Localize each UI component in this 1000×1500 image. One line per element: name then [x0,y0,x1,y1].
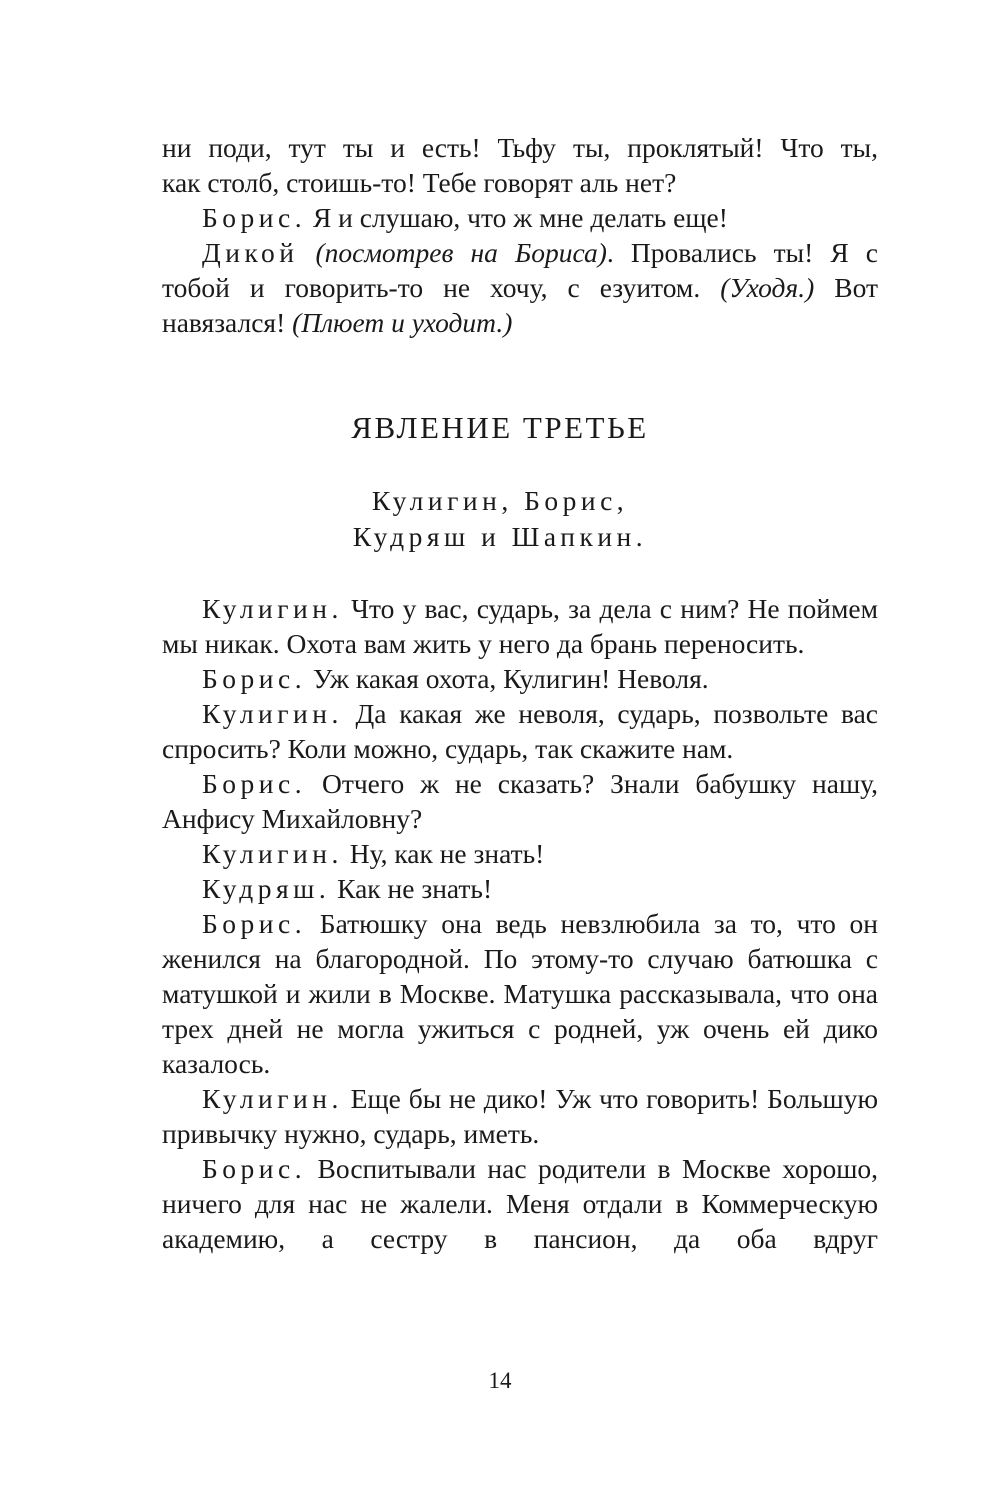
dialogue-text: Как не знать! [330,873,493,904]
dialogue-paragraph [162,696,878,766]
dialogue-text: Ну, как не знать! [342,838,545,869]
page-number: 14 [488,1368,512,1393]
speaker-name: Борис. [202,768,307,799]
dialogue-text: Вот навязался! [162,272,878,338]
stage-direction: (Уходя.) [720,272,815,303]
stage-direction: (Плюет и уходит.) [292,307,513,338]
dialogue-text: Воспитывали нас родители в Москве хорошо, ничего для нас не жалели. Меня отдали в Коммерческую академию, а сестру в пансион, да оба вдруг [162,1153,878,1254]
dialogue-paragraph [162,235,878,340]
dialogue-paragraph [162,836,878,871]
dialogue-text: . Провались ты! Я с тобой и говорить-то не хочу, с езуитом. [162,237,878,303]
speaker-name: Борис. [202,663,307,694]
speaker-name: Кулигин. [202,838,343,869]
speaker-name: Борис. [202,908,307,939]
dialogue-text: Что у вас, сударь, за дела с ним? Не поймем мы никак. Охота вам жить у него да брань переносить. [162,593,878,659]
paragraph-line: ни поди, тут ты и есть! Тьфу ты, проклятый! Что ты, [162,132,878,163]
cast-line: Кудряш и Шапкин. [352,521,648,552]
dialogue-paragraph [162,200,878,235]
speaker-name: Кулигин. [202,593,343,624]
dialogue-paragraph [162,591,878,661]
stage-direction: (посмотрев на Бориса) [315,237,607,268]
top-text-block [162,130,878,340]
speaker-name: Кулигин. [202,698,343,729]
speaker-name: Дикой [202,237,299,268]
speaker-name: Кудряш. [202,873,331,904]
dialogue-paragraph [162,906,878,1081]
dialogue-text: Батюшку она ведь невзлюбила за то, что он женился на благородной. По этому-то случаю батюшка с матушкой и жили в Москве. Матушка рассказывала, что она трех дней не могла ужиться с родней, уж очень ей дико казалось. [162,908,878,1079]
cast-line: Кулигин, Борис, [371,485,629,516]
scene-title: ЯВЛЕНИЕ ТРЕТЬЕ [351,410,649,445]
speaker-name: Борис. [202,1153,307,1184]
speaker-name: Борис. [202,202,307,233]
dialogue-block [162,591,878,1256]
speaker-name: Кулигин. [202,1083,343,1114]
dialogue-paragraph [162,1151,878,1256]
dialogue-text: Уж какая охота, Кулигин! Неволя. [306,663,709,694]
dialogue-paragraph [162,766,878,836]
cast-list [0,483,1000,555]
dialogue-paragraph [162,1081,878,1151]
dialogue-text: Я и слушаю, что ж мне делать еще! [306,202,728,233]
dialogue-paragraph [162,661,878,696]
dialogue-text: Да какая же неволя, сударь, позвольте вас спросить? Коли можно, сударь, так скажите нам. [162,698,878,764]
dialogue-paragraph [162,871,878,906]
dialogue-text: Еще бы не дико! Уж что говорить! Большую привычку нужно, сударь, иметь. [162,1083,878,1149]
dialogue-text: Отчего ж не сказать? Знали бабушку нашу, Анфису Михайловну? [162,768,878,834]
paragraph-line: как столб, стоишь-то! Тебе говорят аль нет? [162,167,677,198]
